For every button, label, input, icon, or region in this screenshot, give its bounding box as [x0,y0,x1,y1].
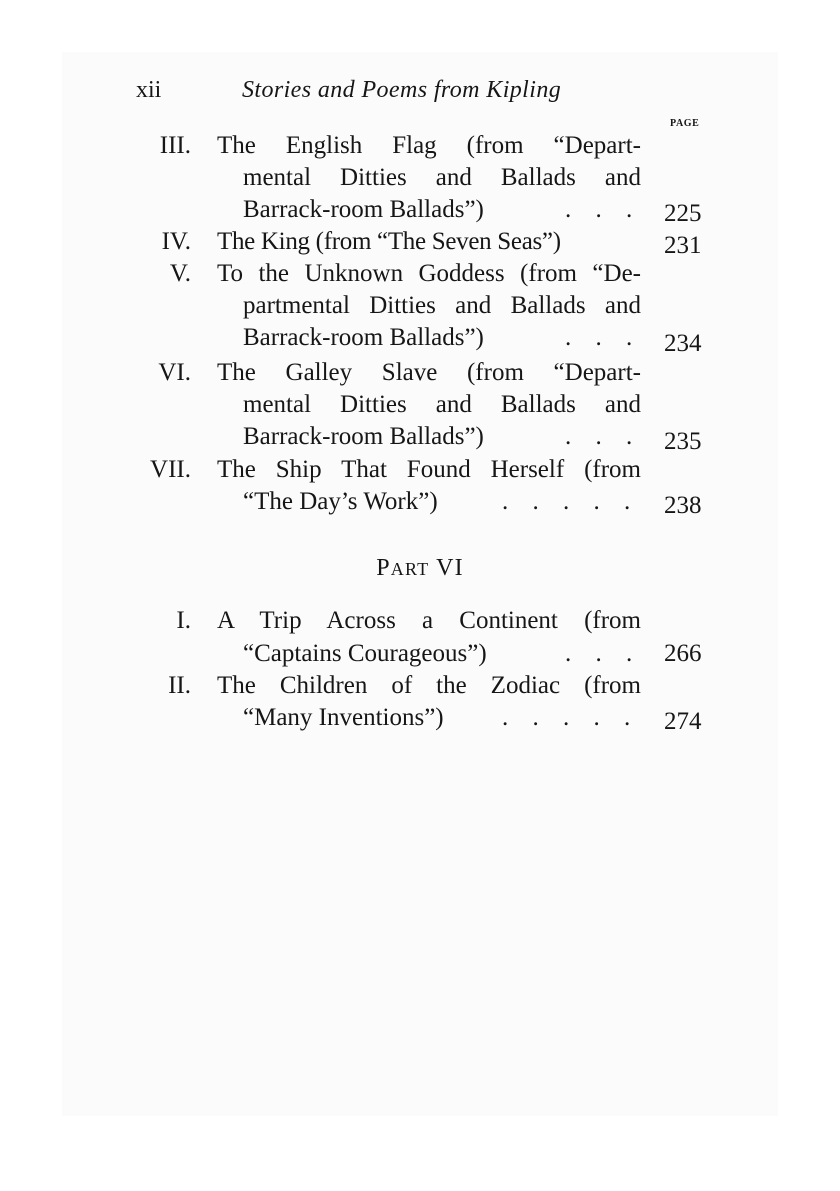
entry-page-number: 266 [664,640,702,667]
entry-title-line: The King (from “The Seven Seas”) [217,228,561,255]
dot-leader: . . . [565,423,642,450]
dot-leader: . . . [565,640,642,667]
entry-page-number: 234 [664,330,702,357]
entry-page-number: 231 [664,232,702,259]
entry-title-line: partmental Ditties and Ballads and [243,292,641,319]
dot-leader: . . . . . [502,488,640,515]
running-title: Stories and Poems from Kipling [242,77,562,103]
entry-numeral: II. [168,672,191,699]
entry-page-number: 225 [664,200,702,227]
entry-numeral: V. [169,260,191,287]
entry-numeral: IV. [161,228,191,255]
page-number: xii [136,77,162,103]
entry-title-line: A Trip Across a Continent (from [217,607,641,634]
dot-leader: . . . [565,196,642,223]
entry-title-line: The English Flag (from “Depart- [217,132,641,159]
entry-title-line: The Children of the Zodiac (from [217,672,641,699]
entry-numeral: VII. [150,456,191,483]
dot-leader: . . . . . [502,704,640,731]
entry-page-number: 238 [664,492,702,519]
entry-title-line: Barrack-room Ballads”) [243,196,484,223]
part-heading [0,552,840,585]
entry-title-line: “The Day’s Work”) [243,488,438,515]
entry-title-line: To the Unknown Goddess (from “De- [217,260,641,287]
entry-page-number: 235 [664,428,702,455]
entry-title-line: mental Ditties and Ballads and [243,391,641,418]
part-heading-initial: P [376,555,391,581]
page-column-label: PAGE [670,118,700,129]
part-heading-number: VI [429,555,464,581]
entry-title-line: The Ship That Found Herself (from [217,456,641,483]
entry-numeral: I. [176,607,191,634]
entry-title-line: “Captains Courageous”) [243,640,487,667]
entry-title-line: mental Ditties and Ballads and [243,164,641,191]
entry-title-line: “Many Inventions”) [243,704,444,731]
part-heading-smallcaps: ART [390,559,430,579]
entry-title-line: The Galley Slave (from “Depart- [217,359,641,386]
entry-title-line: Barrack-room Ballads”) [243,324,484,351]
entry-numeral: VI. [158,359,191,386]
dot-leader: . . . [565,324,642,351]
entry-page-number: 274 [664,708,702,735]
entry-numeral: III. [159,132,191,159]
entry-title-line: Barrack-room Ballads”) [243,423,484,450]
